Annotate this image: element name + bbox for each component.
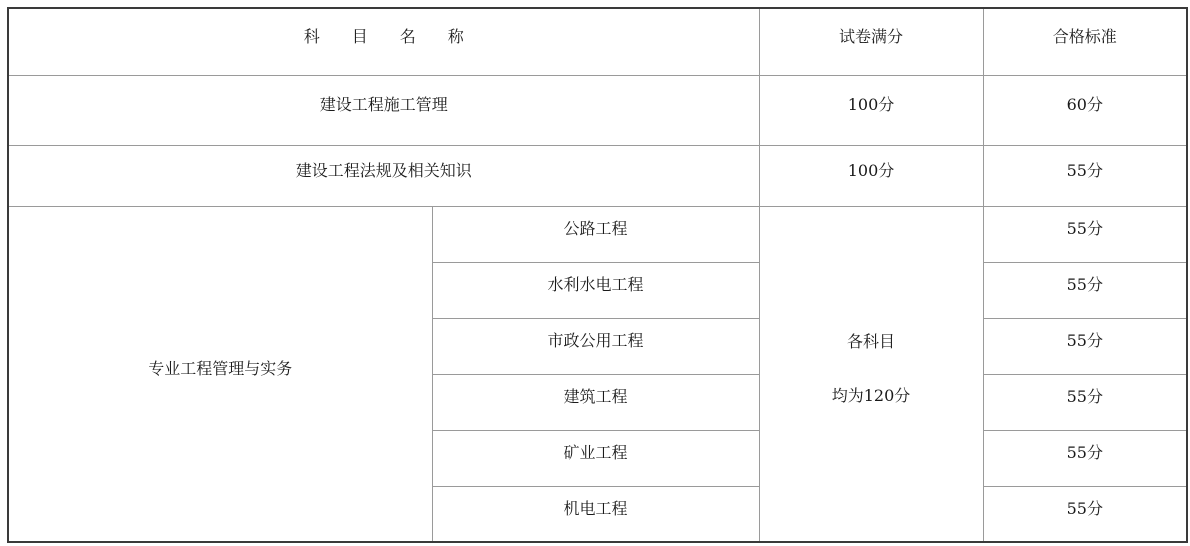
header-subject-name: 科 目 名 称 xyxy=(8,8,759,75)
table-row-construction-management xyxy=(8,75,1187,145)
specialty-cell: 机电工程 xyxy=(432,486,759,542)
subject-cell: 建设工程施工管理 xyxy=(8,75,759,145)
table-header-row xyxy=(8,8,1187,75)
practice-full-score-line1: 各科目 xyxy=(847,331,896,351)
pass-standard-cell: 55分 xyxy=(983,374,1187,430)
pass-standard-cell: 55分 xyxy=(983,206,1187,262)
full-score-cell: 100分 xyxy=(759,75,983,145)
pass-standard-cell: 55分 xyxy=(983,318,1187,374)
pass-standard-cell: 55分 xyxy=(983,262,1187,318)
subject-cell: 建设工程法规及相关知识 xyxy=(8,145,759,206)
table-row-laws-regulations xyxy=(8,145,1187,206)
specialty-cell: 公路工程 xyxy=(432,206,759,262)
specialty-cell: 市政公用工程 xyxy=(432,318,759,374)
practice-full-score-line2: 均为120分 xyxy=(831,385,911,405)
pass-standard-cell: 60分 xyxy=(983,75,1187,145)
header-full-score: 试卷满分 xyxy=(759,8,983,75)
specialty-cell: 水利水电工程 xyxy=(432,262,759,318)
table-row-highway xyxy=(8,206,1187,262)
pass-standard-cell: 55分 xyxy=(983,486,1187,542)
specialty-cell: 矿业工程 xyxy=(432,430,759,486)
pass-standard-cell: 55分 xyxy=(983,430,1187,486)
specialty-cell: 建筑工程 xyxy=(432,374,759,430)
practice-full-score-cell xyxy=(759,206,983,542)
pass-standard-cell: 55分 xyxy=(983,145,1187,206)
header-pass-standard: 合格标准 xyxy=(983,8,1187,75)
exam-score-table xyxy=(7,7,1188,543)
practice-subject-cell: 专业工程管理与实务 xyxy=(8,206,432,542)
full-score-cell: 100分 xyxy=(759,145,983,206)
